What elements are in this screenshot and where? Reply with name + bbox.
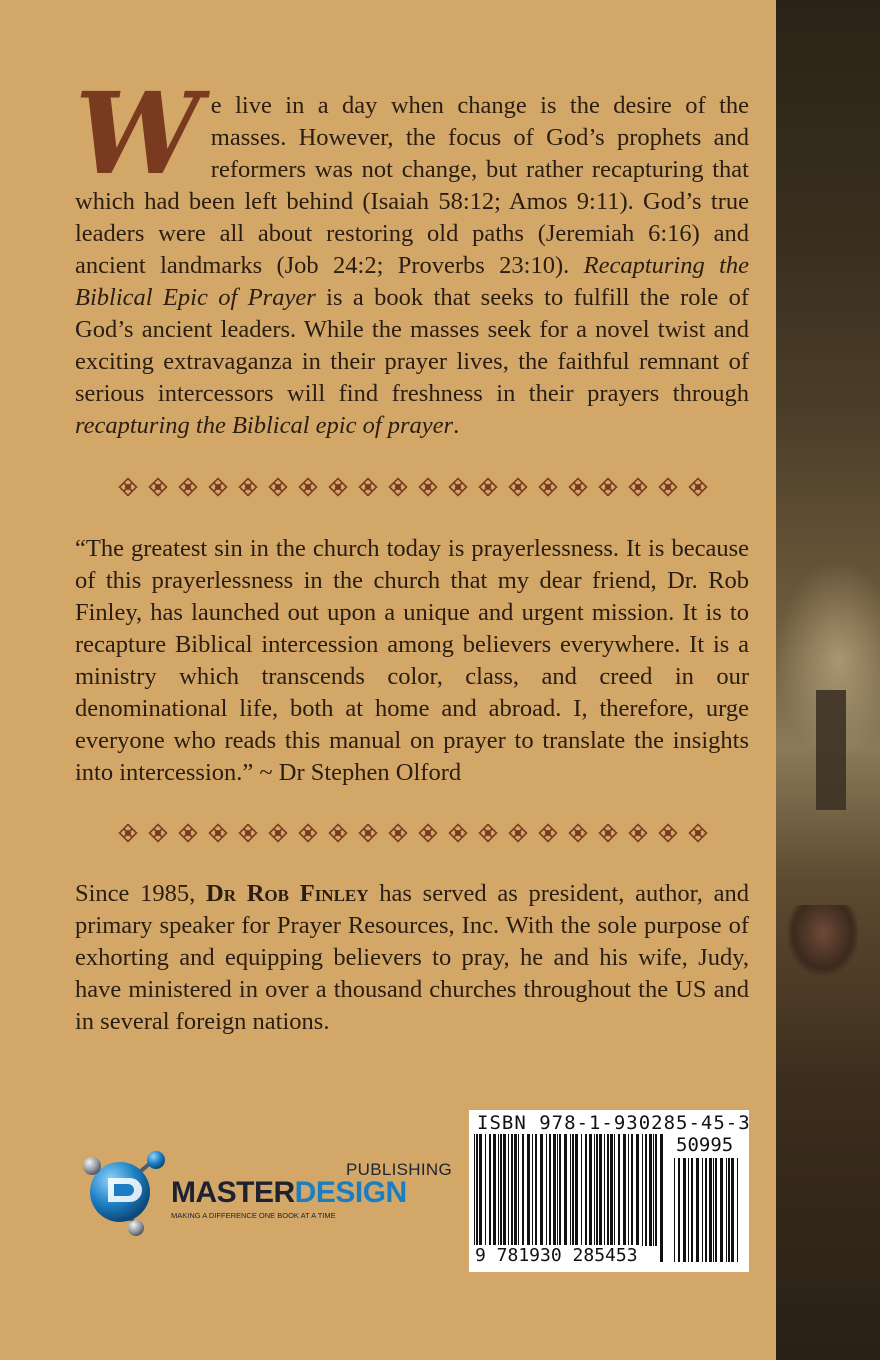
diamond-knot-icon [208, 823, 228, 843]
diamond-knot-icon [268, 823, 288, 843]
addon-barcode-bars [673, 1158, 743, 1262]
isbn-label: ISBN 978-1-930285-45-3 [477, 1112, 751, 1134]
ornament-divider-bottom [118, 823, 708, 845]
diamond-knot-icon [238, 477, 258, 497]
diamond-knot-icon [508, 477, 528, 497]
publisher-wordmark [171, 1176, 407, 1210]
diamond-knot-icon [178, 477, 198, 497]
wordmark-design: DESIGN [294, 1176, 407, 1209]
diamond-knot-icon [418, 823, 438, 843]
diamond-knot-icon [598, 823, 618, 843]
diamond-knot-icon [208, 477, 228, 497]
diamond-knot-icon [628, 823, 648, 843]
diamond-knot-icon [118, 477, 138, 497]
diamond-knot-icon [448, 477, 468, 497]
publisher-tagline: MAKING A DIFFERENCE ONE BOOK AT A TIME [171, 1211, 336, 1220]
publisher-logo [78, 1148, 452, 1238]
diamond-knot-icon [178, 823, 198, 843]
diamond-knot-icon [298, 477, 318, 497]
endorsement-quote [75, 533, 749, 789]
diamond-knot-icon [328, 477, 348, 497]
diamond-knot-icon [358, 823, 378, 843]
publishing-label: PUBLISHING [346, 1160, 452, 1179]
diamond-knot-icon [148, 477, 168, 497]
diamond-knot-icon [358, 477, 378, 497]
author-bio [75, 878, 749, 1038]
ean-barcode-bars [473, 1134, 663, 1262]
diamond-knot-icon [598, 477, 618, 497]
diamond-knot-icon [658, 477, 678, 497]
spine-painting [776, 0, 880, 1360]
diamond-knot-icon [388, 477, 408, 497]
diamond-knot-icon [388, 823, 408, 843]
diamond-knot-icon [478, 477, 498, 497]
diamond-knot-icon [508, 823, 528, 843]
painting-figures [788, 905, 858, 975]
diamond-knot-icon [568, 823, 588, 843]
isbn-barcode [469, 1110, 749, 1272]
description-text: e live in a day when change is the desire of the masses. However, the focus of God’s prophets and reformers was not change, but rather recapturing that which had been left behind (Isaiah 58:12; Amos 9:11). God’s true leaders were all about restoring old paths (Jeremiah 6:16) and ancient landmarks (Job 24:2; Proverbs 23:10). [75, 92, 749, 279]
diamond-knot-icon [268, 477, 288, 497]
drop-cap: W [75, 69, 201, 200]
price-code: 50995 [676, 1134, 734, 1156]
diamond-knot-icon [478, 823, 498, 843]
ornament-divider-top [118, 477, 708, 499]
description-end: . [453, 412, 460, 439]
quote-text: “The greatest sin in the church today is prayerlessness. It is because of this prayerlessness in the church that my dear friend, Dr. Rob Finley, has launched out upon a unique and urgent mission. It is to recapture Biblical intercession among believers everywhere. It is a ministry which transcends color, class, and creed in our denominational life, both at home and abroad. I, therefore, urge everyone who reads this manual on prayer to translate the insights into intercession.” ~ Dr Stephen Olford [75, 535, 749, 786]
book-description [75, 69, 749, 442]
diamond-knot-icon [298, 823, 318, 843]
bio-lead: Since 1985, [75, 880, 207, 907]
diamond-knot-icon [448, 823, 468, 843]
diamond-knot-icon [688, 477, 708, 497]
diamond-knot-icon [238, 823, 258, 843]
author-name: Dr Rob Finley [206, 880, 369, 907]
ean-digits: 9 781930 285453 [475, 1245, 638, 1266]
wordmark-master: MASTER [171, 1176, 295, 1209]
diamond-knot-icon [418, 477, 438, 497]
description-text-continued: is a book that seeks to fulfill the role of God’s ancient leaders. While the masses seek for a novel twist and exciting extravaganza in their prayer lives, the faithful remnant of serious intercessors will find freshness in their prayers through [75, 284, 749, 407]
diamond-knot-icon [628, 477, 648, 497]
closing-italic: recapturing the Biblical epic of prayer [75, 412, 454, 439]
diamond-knot-icon [688, 823, 708, 843]
diamond-knot-icon [118, 823, 138, 843]
diamond-knot-icon [538, 823, 558, 843]
diamond-knot-icon [328, 823, 348, 843]
diamond-knot-icon [538, 477, 558, 497]
diamond-knot-icon [658, 823, 678, 843]
bio-text: has served as president, author, and primary speaker for Prayer Resources, Inc. With the sole purpose of exhorting and equipping believers to pray, he and his wife, Judy, have ministered in over a thousand churches throughout the US and in several foreign nations. [75, 880, 749, 1035]
diamond-knot-icon [568, 477, 588, 497]
masterdesign-logo-icon [78, 1148, 170, 1238]
book-title-italic: Recapturing the Biblical Epic of Prayer [75, 252, 749, 311]
diamond-knot-icon [148, 823, 168, 843]
painting-tower [816, 690, 846, 810]
